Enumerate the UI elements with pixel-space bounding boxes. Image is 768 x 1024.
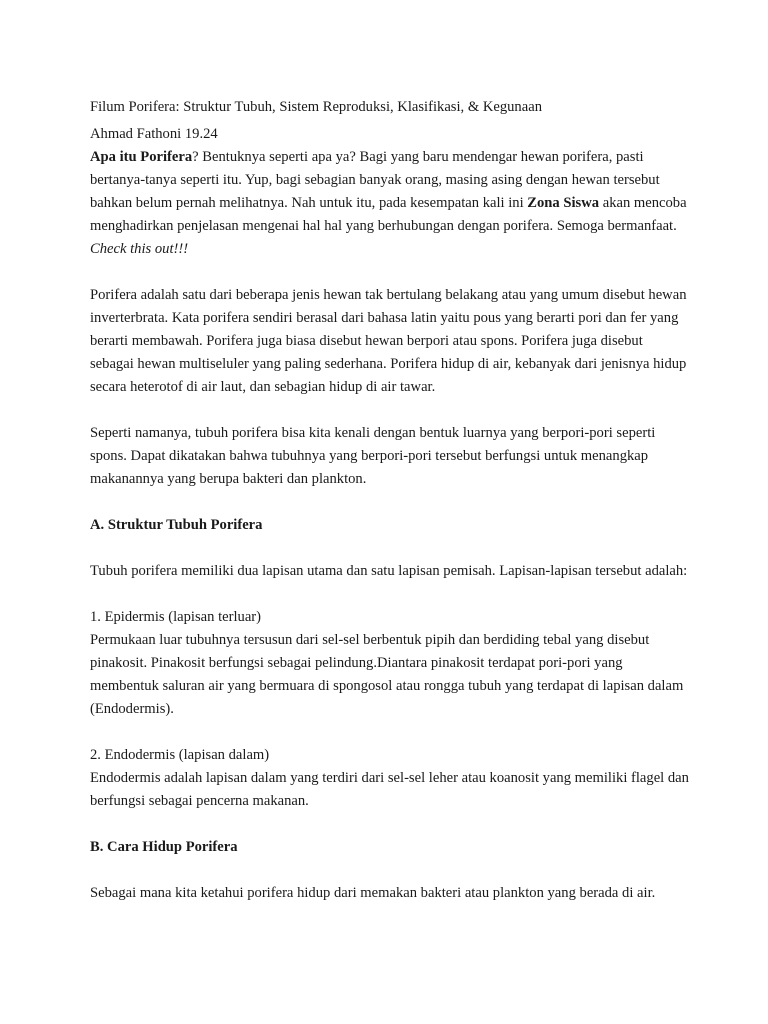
intro-bold-lead: Apa itu Porifera (90, 149, 193, 165)
author-line: Ahmad Fathoni 19.24 (90, 126, 218, 142)
epidermis-text: Permukaan luar tubuhnya tersusun dari sel-sel berbentuk pipih dan berdiding tebal yang disebut pinakosit. Pinakosit berfungsi sebagai pelindung.Diantara pinakosit terdapat pori-pori yang membentuk saluran air yang bermuara di spongosol atau rongga tubuh yang terdapat di lapisan dalam (Endodermis). (90, 632, 684, 717)
shape-paragraph: Seperti namanya, tubuh porifera bisa kita kenali dengan bentuk luarnya yang berpori-pori seperti spons. Dapat dikatakan bahwa tubuhnya yang berpori-pori tersebut berfungsi untuk menangkap makanannya yang berupa bakteri dan plankton. (90, 425, 656, 487)
intro-italic-tail: Check this out!!! (90, 241, 189, 257)
spacer (90, 399, 690, 422)
section-a-intro: Tubuh porifera memiliki dua lapisan utama dan satu lapisan pemisah. Lapisan-lapisan tersebut adalah: (90, 563, 688, 579)
section-b-intro: Sebagai mana kita ketahui porifera hidup dari memakan bakteri atau plankton yang berada di air. (90, 885, 656, 901)
intro-text-1: ? Bentuknya seperti apa ya? Bagi yang baru mendengar hewan porifera, pasti bertanya-tanya seperti itu. Yup, bagi sebagian banyak orang, masing asing dengan hewan tersebut bahkan belum pernah melihatnya. Nah untuk itu, pada kesempatan kali ini (90, 149, 660, 211)
spacer (90, 813, 690, 836)
document-page (90, 96, 690, 905)
spacer (90, 859, 690, 882)
intro-bold-site: Zona Siswa (527, 195, 600, 211)
section-a-heading: A. Struktur Tubuh Porifera (90, 517, 263, 533)
spacer (90, 721, 690, 744)
intro-text-2: akan mencoba menghadirkan penjelasan mengenai hal hal yang berhubungan dengan porifera. Semoga bermanfaat. (90, 195, 687, 234)
definition-paragraph: Porifera adalah satu dari beberapa jenis hewan tak bertulang belakang atau yang umum disebut hewan inverterbrata. Kata porifera sendiri berasal dari bahasa latin yaitu pous yang berarti pori dan fer yang berarti membawah. Porifera juga biasa disebut hewan berpori atau spons. Porifera juga disebut sebagai hewan multiseluler yang paling sederhana. Porifera hidup di air, kebanyak dari jenisnya hidup secara heterotof di air laut, dan sebagian hidup di air tawar. (90, 287, 687, 395)
spacer (90, 491, 690, 514)
document-title: Filum Porifera: Struktur Tubuh, Sistem Reproduksi, Klasifikasi, & Kegunaan (90, 99, 542, 115)
spacer (90, 537, 690, 560)
section-b-heading: B. Cara Hidup Porifera (90, 839, 238, 855)
spacer (90, 261, 690, 284)
intro-paragraph (90, 146, 690, 261)
spacer (90, 583, 690, 606)
endodermis-title: 2. Endodermis (lapisan dalam) (90, 747, 270, 763)
epidermis-title: 1. Epidermis (lapisan terluar) (90, 609, 262, 625)
endodermis-text: Endodermis adalah lapisan dalam yang terdiri dari sel-sel leher atau koanosit yang memiliki flagel dan berfungsi sebagai pencerna makanan. (90, 770, 689, 809)
